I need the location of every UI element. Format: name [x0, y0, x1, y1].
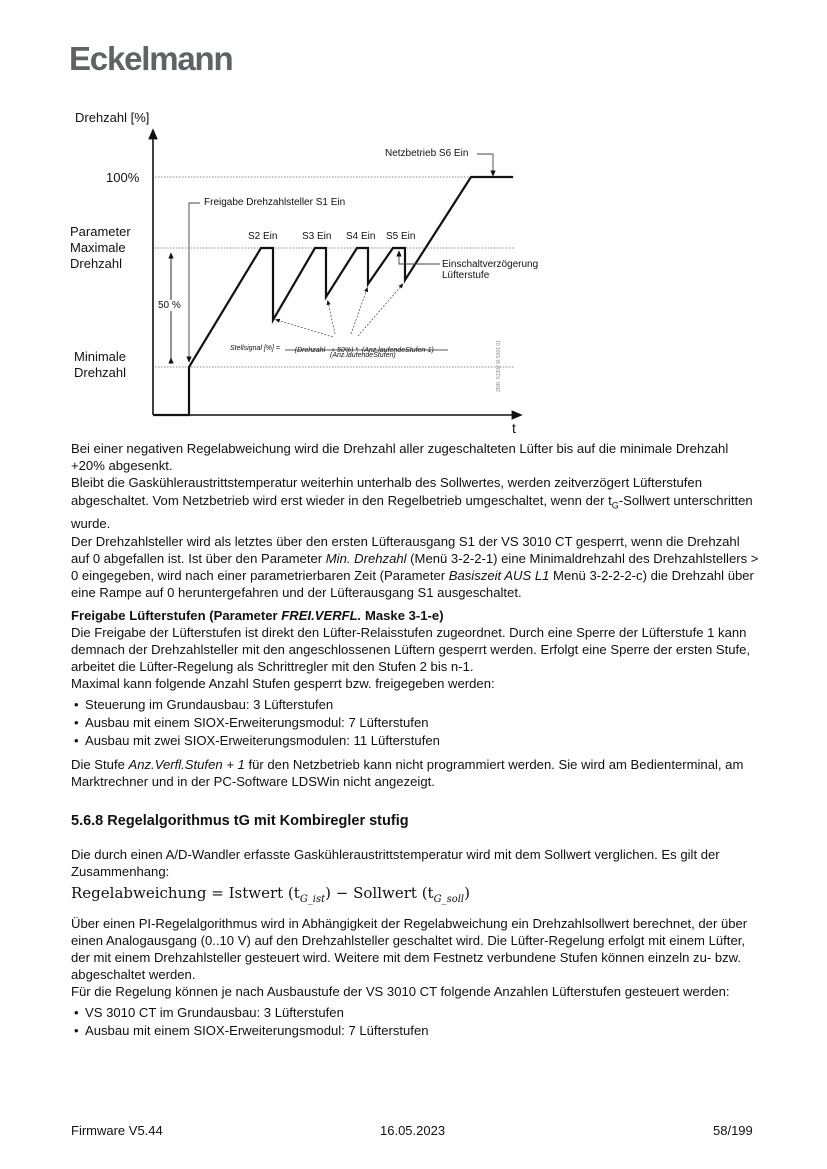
list-item: • Ausbau mit einem SIOX-Erweiterungsmodul: 7 Lüfterstufen: [71, 1022, 761, 1040]
formula-left: Stellsignal [%] =: [230, 345, 280, 352]
body-block-2: [71, 607, 761, 790]
formula-subscript: G_ist: [299, 894, 326, 905]
param-name: Min. Drehzahl: [325, 550, 407, 566]
paragraph-text: Die Stufe: [71, 757, 129, 772]
list-item: • Steuerung im Grundausbau: 3 Lüfterstufen: [71, 696, 761, 714]
paragraph: Bei einer negativen Regelabweichung wird die Drehzahl aller zugeschalteten Lüfter bis auf die minimale Drehzahl +20% abgesenkt.: [71, 441, 729, 473]
label-s4: S4 Ein: [346, 231, 376, 242]
side-code: ZNR: 51302 M 5301 01: [496, 340, 502, 392]
company-logo: Eckelmann: [69, 40, 233, 77]
bullet-list: [71, 1004, 761, 1040]
param-name: Anz.Verfl.Stufen + 1: [128, 757, 245, 772]
label-max-speed: [70, 224, 131, 272]
paragraph-text: für den Netzbetrieb kann nicht programmiert werden. Sie wird am Bedienterminal, am Marktrechner und in der PC-Software LDSWin nicht angezeigt.: [71, 757, 744, 789]
paragraph: Die durch einen A/D-Wandler erfasste Gaskühleraustrittstemperatur wird mit dem Sollwert verglichen. Es gilt der Zusammenhang:: [71, 847, 720, 879]
list-item: • Ausbau mit zwei SIOX-Erweiterungsmodulen: 11 Lüfterstufen: [71, 732, 761, 750]
body-block-3: [71, 846, 761, 880]
paragraph-text: Der Drehzahlsteller wird als letztes über den ersten Lüfterausgang S1 der VS 3010 CT gesperrt, wenn die Drehzahl auf 0 abgefallen ist. Ist über den Parameter: [71, 533, 740, 566]
formula-denominator: (Anz.laufendeStufen): [330, 352, 396, 359]
y-axis-label: Drehzahl [%]: [75, 110, 150, 125]
formula-text: Regelabweichung = Istwert (t: [71, 884, 300, 902]
formula: [71, 884, 470, 905]
label-max-line3: Drehzahl: [70, 256, 123, 271]
body-block-1: [71, 440, 761, 601]
label-delay-line1: Einschaltverzögerung: [442, 259, 539, 270]
list-item: • VS 3010 CT im Grundausbau: 3 Lüfterstufen: [71, 1004, 761, 1022]
label-s3: S3 Ein: [302, 231, 332, 242]
label-switch-delay: [442, 259, 538, 281]
formula-text: ): [464, 884, 470, 902]
label-50-percent: 50 %: [158, 300, 181, 311]
list-item: • Ausbau mit einem SIOX-Erweiterungsmodul: 7 Lüfterstufen: [71, 714, 761, 732]
paragraph: Für die Regelung können je nach Ausbaustufe der VS 3010 CT folgende Anzahlen Lüfterstufen gesteuert werden:: [71, 984, 730, 999]
paragraph: Maximal kann folgende Anzahl Stufen gesperrt bzw. freigegeben werden:: [71, 676, 495, 691]
label-s1: Freigabe Drehzahlsteller S1 Ein: [204, 197, 346, 208]
label-s2: S2 Ein: [248, 231, 278, 242]
paragraph-text: Bleibt die Gaskühleraustrittstemperatur weiterhin unterhalb des Sollwertes, werden zeitverzögert Lüfterstufen abgeschaltet. Vom Netzbetrieb wird erst wieder in den Regelbetrieb umgeschaltet, wenn der t: [71, 475, 702, 508]
paragraph: [71, 756, 761, 790]
label-max-line2: Maximale: [70, 240, 126, 255]
body-block-4: [71, 915, 761, 1040]
label-max-line1: Parameter: [70, 224, 131, 239]
subscript: G: [611, 500, 619, 511]
sub-heading-text: Freigabe Lüfterstufen (Parameter: [71, 608, 282, 623]
formula-numerator-text: (Drehzahl + 50%) * (Anz.laufendeStufen-1): [294, 347, 434, 354]
paragraph-text: -Sollwert unterschritten wurde.: [71, 493, 753, 531]
paragraph: [71, 533, 761, 601]
paragraph: Die Freigabe der Lüfterstufen ist direkt den Lüfter-Relaisstufen zugeordnet. Durch eine Sperre der Lüfterstufe 1 kann demnach der Drehzahlsteller mit den angeschlossenen Lüftern gesperrt werden. Erfolgt eine Sperre der ersten Stufe, arbeitet die Lüfter-Regelung als Schrittregler mit den Stufen 2 bis n-1.: [71, 625, 751, 674]
paragraph-text: (Menü 3-2-2-1) eine Minimaldrehzahl des Drehzahlstellers > 0 eingegeben, wird nach einer parametrierbaren Zeit (Parameter: [71, 550, 759, 583]
label-s6: Netzbetrieb S6 Ein: [385, 148, 469, 159]
sub-heading: [71, 607, 761, 624]
label-s5: S5 Ein: [386, 231, 416, 242]
label-delay-line2: Lüfterstufe: [442, 270, 490, 281]
label-min-speed: [74, 349, 126, 381]
param-name: Basiszeit AUS L1: [448, 567, 550, 583]
footer-page-number: 58/199: [713, 1123, 753, 1138]
bullet-list: [71, 696, 761, 750]
formula-text: ) − Sollwert (t: [325, 884, 434, 902]
sub-heading-param: FREI.VERFL.: [281, 608, 362, 623]
x-axis-label: t: [512, 420, 516, 436]
footer-date: 16.05.2023: [380, 1123, 446, 1138]
label-100-percent: 100%: [106, 170, 140, 185]
label-min-line2: Drehzahl: [74, 365, 127, 380]
sub-heading-text: Maske 3-1-e): [361, 608, 444, 623]
paragraph-text: Menü 3-2-2-2-c) die Drehzahl über eine Rampe auf 0 heruntergefahren und der Lüfterausgang S1 ausgeschaltet.: [71, 567, 754, 600]
paragraph: [71, 474, 761, 533]
footer-firmware: Firmware V5.44: [71, 1123, 163, 1138]
label-min-line1: Minimale: [74, 349, 127, 364]
speed-diagram: [0, 100, 827, 440]
formula-subscript: G_soll: [433, 894, 465, 905]
paragraph: Über einen PI-Regelalgorithmus wird in Abhängigkeit der Regelabweichung ein Drehzahlsollwert berechnet, der über einen Analogausgang (0..10 V) auf den Drehzahlsteller geschaltet wird. Die Lüfter-Regelung erfolgt mit einem Lüfter, der mit einem Drehzahlsteller gesteuert wird. Weitere mit dem Festnetz verbundene Stufen können einzeln zu- bzw. abgeschaltet werden.: [71, 916, 748, 982]
section-title: 5.6.8 Regelalgorithmus tG mit Kombiregler stufig: [71, 813, 409, 829]
